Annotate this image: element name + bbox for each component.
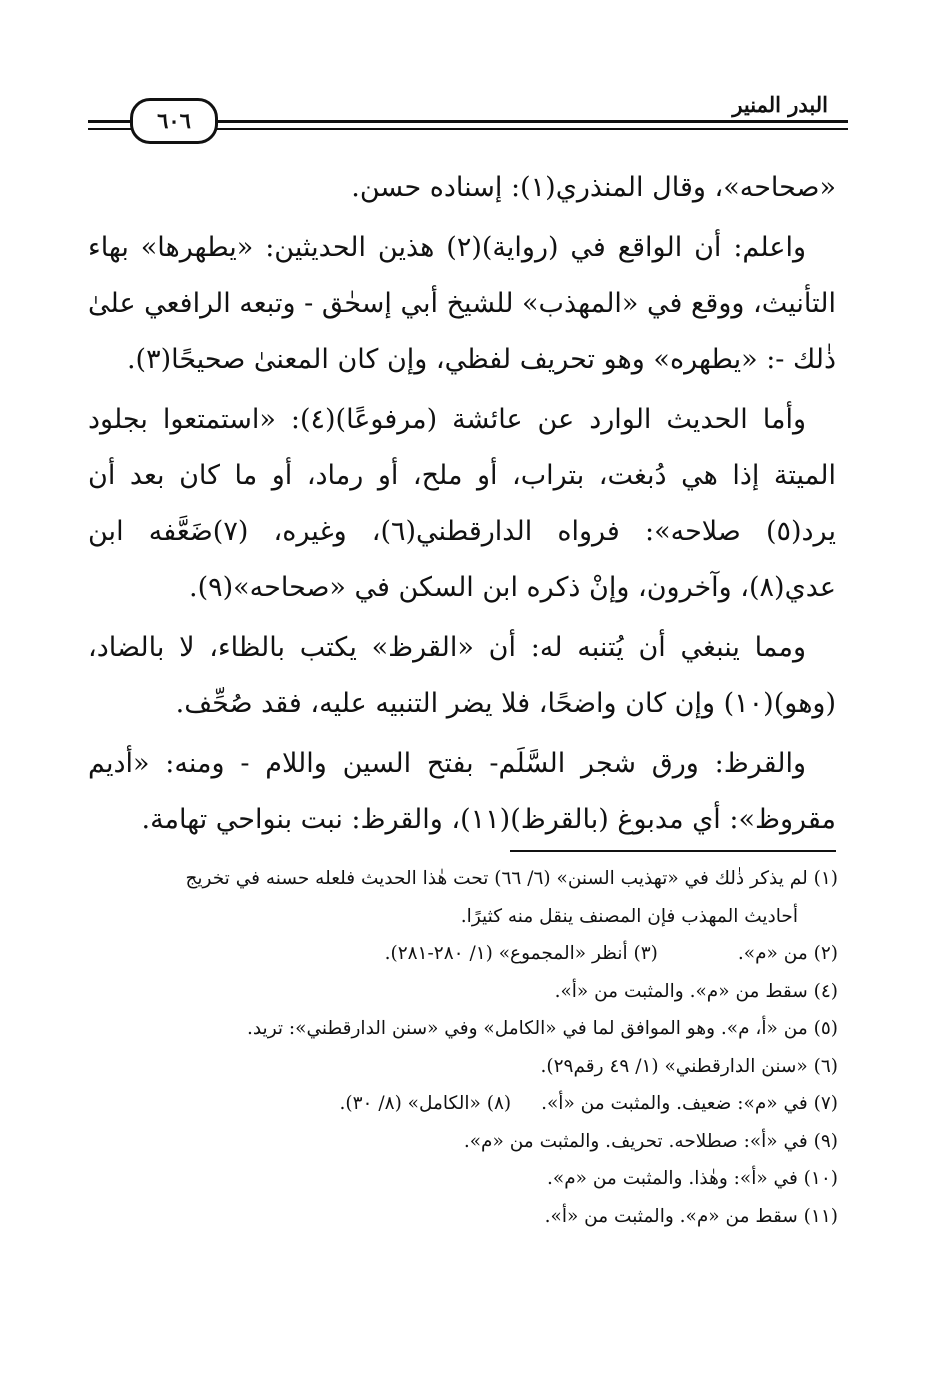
footnote: (٨) «الكامل» (٨/ ٣٠). (339, 1093, 512, 1114)
footnote: (٩) في «أ»: صطلاحه. تحريف. والمثبت من «م». (463, 1130, 838, 1152)
footnote: (٦) «سنن الدارقطني» (١/ ٤٩ رقم٢٩). (540, 1055, 838, 1077)
footnote-separator (510, 850, 836, 852)
paragraph: «صحاحه»، وقال المنذري(١): إسناده حسن. (351, 172, 836, 203)
footnotes (120, 860, 838, 1235)
footnote: (٥) من «أ، م». وهو الموافق لما في «الكامل» وفي «سنن الدارقطني»: تريد. (246, 1018, 838, 1039)
footnote: (١) لم يذكر ذٰلك في «تهذيب السنن» (٦/ ٦٦) تحت هٰذا الحديث فلعله حسنه في تخريج (185, 868, 838, 889)
page-header (88, 90, 848, 140)
paragraph: وأما الحديث الوارد عن عائشة (مرفوعًا)(٤): «استمتعوا بجلود الميتة إذا هي دُبغت، بتراب، أو ملح، أو رماد، أو ما كان بعد أن يرد(٥) صلاحه»: فرواه الدارقطني(٦)، وغيره، (٧)ضَعَّفه ابن عدي(٨)، وآخرون، وإنْ ذكره ابن السكن في «صحاحه»(٩). (88, 404, 836, 603)
footnote-row (120, 935, 838, 973)
footnote: (١١) سقط من «م». والمثبت من «أ». (544, 1205, 838, 1227)
footnote: (٤) سقط من «م». والمثبت من «أ». (554, 980, 838, 1002)
paragraph: ومما ينبغي أن يُتنبه له: أن «القرظ» يكتب بالظاء، لا بالضاد، (وهو)(١٠) وإن كان واضحًا، فلا يضر التنبيه عليه، فقد صُحِّف. (88, 632, 836, 719)
paragraph: والقرظ: ورق شجر السَّلَم- بفتح السين واللام - ومنه: «أديم مقروظ»: أي مدبوغ (بالقرظ)(١١)، والقرظ: نبت بنواحي تهامة. (88, 748, 836, 835)
page-number: ٦٠٦ (130, 98, 218, 144)
footnote: (٣) أنظر «المجموع» (١/ ٢٨٠-٢٨١). (384, 943, 658, 964)
main-text (88, 160, 836, 852)
footnote: (١٠) في «أ»: وهٰذا. والمثبت من «م». (547, 1168, 838, 1189)
footnote: (٢) من «م». (737, 943, 838, 964)
footnote-continuation: أحاديث المهذب فإن المصنف ينقل منه كثيرًا. (460, 905, 798, 927)
book-title: البدر المنير (732, 92, 828, 117)
footnote: (٧) في «م»: ضعيف. والمثبت من «أ». (541, 1093, 838, 1114)
paragraph: واعلم: أن الواقع في (رواية)(٢) هذين الحديثين: «يطهرها» بهاء التأنيث، ووقع في «المهذب» للشيخ أبي إسحٰق - وتبعه الرافعي علىٰ ذٰلك -: «يطهره» وهو تحريف لفظي، وإن كان المعنىٰ صحيحًا(٣). (88, 232, 836, 375)
footnote-row (120, 1085, 838, 1123)
